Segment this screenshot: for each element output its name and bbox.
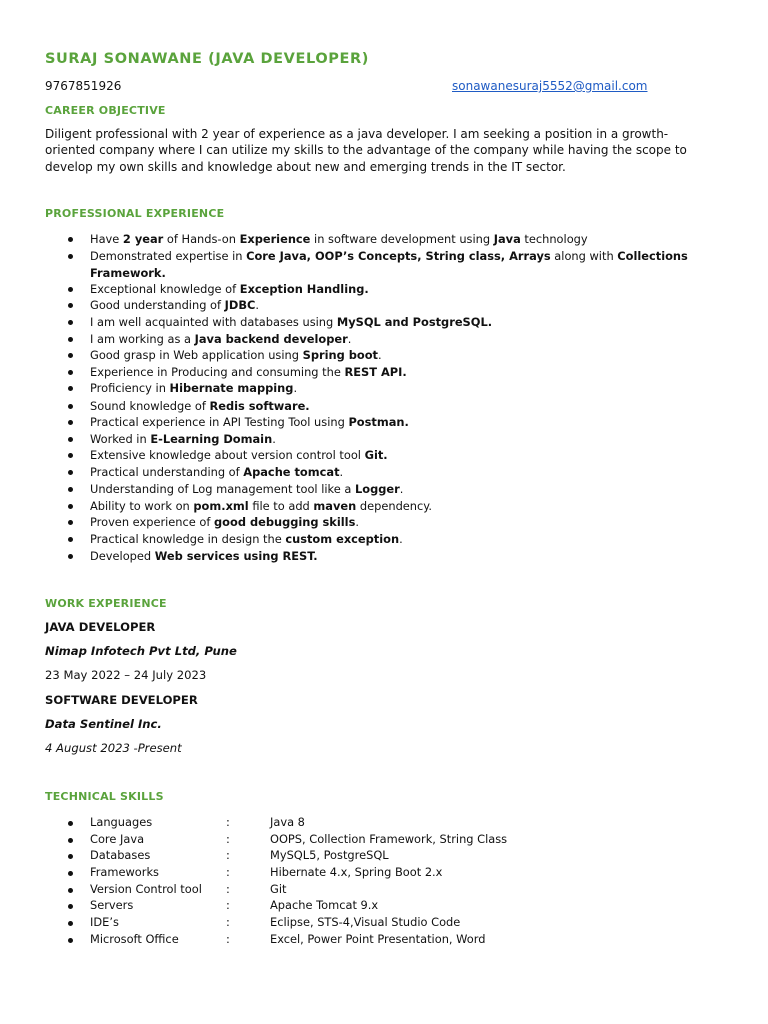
bullet-dot [68,938,73,943]
career-objective-heading: CAREER OBJECTIVE [45,104,166,117]
bullet-emphasis: Git. [364,448,388,462]
bullet-text: Practical understanding of [90,465,244,479]
bullet-emphasis: good debugging skills [214,515,356,529]
job-dates: 23 May 2022 – 24 July 2023 [45,668,207,682]
skill-separator: : [226,898,230,912]
bullet-text: Have [90,232,123,246]
bullet-dot [68,537,73,542]
bullet-dot [68,554,73,559]
skill-separator: : [226,832,230,846]
job-dates: 4 August 2023 -Present [45,741,182,755]
bullet-dot [68,437,73,442]
job-title: SOFTWARE DEVELOPER [45,693,198,707]
skill-label: Databases [90,848,151,862]
bullet-text: file to add [248,499,314,513]
bullet-text: Good grasp in Web application using [90,348,303,362]
bullet-emphasis: custom exception [285,532,400,546]
experience-bullet [90,281,369,298]
skill-separator: : [226,865,230,879]
bullet-emphasis: Redis software. [209,399,310,413]
experience-bullet [90,498,432,515]
bullet-text: of Hands-on [163,232,240,246]
bullet-emphasis: Apache tomcat [243,465,340,479]
bullet-emphasis: 2 year [122,232,164,246]
bullet-emphasis: Experience [239,232,311,246]
bullet-text: Worked in [90,432,151,446]
experience-bullet [90,248,690,281]
experience-bullet [90,414,409,431]
skill-row [90,832,690,849]
bullet-emphasis: Core Java, OOP’s Concepts, String class, Arrays [246,249,551,263]
bullet-dot [68,487,73,492]
skill-value: MySQL5, PostgreSQL [270,848,389,862]
experience-bullet [90,314,492,331]
skill-row [90,815,690,832]
bullet-emphasis: Logger [354,482,400,496]
job-company: Nimap Infotech Pvt Ltd, Pune [45,644,237,658]
bullet-text: . [339,465,344,479]
bullet-dot [68,386,73,391]
bullet-emphasis: JDBC [224,298,256,312]
bullet-text: Developed [90,549,155,563]
bullet-text: . [377,348,382,362]
skill-row [90,932,690,949]
bullet-emphasis: pom.xml [193,499,249,513]
bullet-text: Proficiency in [90,381,170,395]
bullet-dot [68,237,73,242]
experience-bullet [90,548,318,565]
skill-value: Hibernate 4.x, Spring Boot 2.x [270,865,443,879]
bullet-emphasis: Hibernate mapping [169,381,294,395]
work-experience-heading: WORK EXPERIENCE [45,597,167,610]
skill-separator: : [226,848,230,862]
bullet-emphasis: MySQL and PostgreSQL. [336,315,493,329]
bullet-text: Experience in Producing and consuming the [90,365,345,379]
bullet-dot [68,337,73,342]
skill-row [90,882,690,899]
bullet-text: Demonstrated expertise in [90,249,247,263]
bullet-text: Exceptional knowledge of [90,282,240,296]
bullet-emphasis: Postman. [348,415,409,429]
bullet-text: along with [550,249,618,263]
bullet-text: . [255,298,260,312]
bullet-dot [68,320,73,325]
skill-label: Core Java [90,832,145,846]
experience-bullet [90,380,297,397]
bullet-dot [68,303,73,308]
bullet-text: Sound knowledge of [90,399,210,413]
skill-row [90,848,690,865]
bullet-dot [68,504,73,509]
experience-bullet [90,531,403,548]
bullet-dot [68,470,73,475]
resume-name: SURAJ SONAWANE (JAVA DEVELOPER) [45,51,369,67]
experience-bullet [90,231,588,248]
skill-value: Java 8 [270,815,305,829]
bullet-dot [68,404,73,409]
bullet-dot [68,353,73,358]
bullet-text: . [399,482,404,496]
experience-bullet [90,431,276,448]
bullet-dot [68,871,73,876]
bullet-dot [68,520,73,525]
bullet-text: Practical experience in API Testing Tool using [90,415,349,429]
skill-separator: : [226,932,230,946]
skill-value: OOPS, Collection Framework, String Class [270,832,508,846]
bullet-dot [68,287,73,292]
bullet-emphasis: Web services using REST. [154,549,318,563]
skill-row [90,898,690,915]
experience-bullet [90,398,310,415]
skill-value: Eclipse, STS-4,Visual Studio Code [270,915,461,929]
bullet-dot [68,420,73,425]
bullet-text: Understanding of Log management tool like a [90,482,355,496]
bullet-text: technology [520,232,588,246]
bullet-text: . [399,532,403,546]
skill-label: Languages [90,815,153,829]
bullet-emphasis: Collections Framework. [90,249,688,280]
experience-bullet [90,447,388,464]
bullet-emphasis: Java [493,232,521,246]
bullet-text: Practical knowledge in design the [90,532,286,546]
professional-experience-heading: PROFESSIONAL EXPERIENCE [45,207,225,220]
skill-row [90,915,690,932]
experience-bullet [90,331,351,348]
bullet-text: Good understanding of [90,298,225,312]
bullet-dot [68,888,73,893]
bullet-dot [68,453,73,458]
experience-bullet [90,464,343,481]
bullet-emphasis: Spring boot [302,348,378,362]
bullet-text: Ability to work on [90,499,194,513]
bullet-text: Proven experience of [90,515,215,529]
bullet-text: in software development using [310,232,494,246]
skill-label: IDE’s [90,915,119,929]
job-company: Data Sentinel Inc. [45,717,162,731]
bullet-dot [68,838,73,843]
experience-bullet [90,481,403,498]
skill-value: Git [270,882,287,896]
skill-label: Frameworks [90,865,159,879]
experience-bullet [90,514,359,531]
bullet-dot [68,821,73,826]
email-link[interactable]: sonawanesuraj5552@gmail.com [452,79,648,93]
bullet-dot [68,904,73,909]
bullet-dot [68,854,73,859]
skill-value: Excel, Power Point Presentation, Word [270,932,486,946]
bullet-text: Extensive knowledge about version control tool [90,448,365,462]
bullet-emphasis: REST API. [344,365,407,379]
bullet-emphasis: maven [313,499,357,513]
skill-row [90,865,690,882]
bullet-dot [68,921,73,926]
bullet-emphasis: E-Learning Domain [150,432,273,446]
career-objective-text: Diligent professional with 2 year of experience as a java developer. I am seeking a position in a growth-oriented company where I can utilize my skills to the advantage of the company while having the scope to develop my own skills and knowledge about new and emerging trends in the IT sector. [45,127,687,174]
phone-number: 9767851926 [45,79,122,93]
skill-separator: : [226,882,230,896]
bullet-dot [68,370,73,375]
skill-label: Microsoft Office [90,932,179,946]
bullet-text: dependency. [356,499,433,513]
skill-value: Apache Tomcat 9.x [270,898,379,912]
job-title: JAVA DEVELOPER [45,620,156,634]
skill-separator: : [226,815,230,829]
experience-bullet [90,347,382,364]
bullet-dot [68,254,73,259]
bullet-text: I am working as a [90,332,195,346]
bullet-text: . [293,381,298,395]
bullet-text: . [272,432,276,446]
skill-label: Version Control tool [90,882,202,896]
bullet-emphasis: Exception Handling. [239,282,369,296]
bullet-text: . [347,332,352,346]
technical-skills-heading: TECHNICAL SKILLS [45,790,164,803]
skill-separator: : [226,915,230,929]
skill-label: Servers [90,898,134,912]
bullet-emphasis: Java backend developer [194,332,348,346]
bullet-text: I am well acquainted with databases using [90,315,337,329]
experience-bullet [90,364,407,381]
bullet-text: . [355,515,359,529]
experience-bullet [90,297,259,314]
